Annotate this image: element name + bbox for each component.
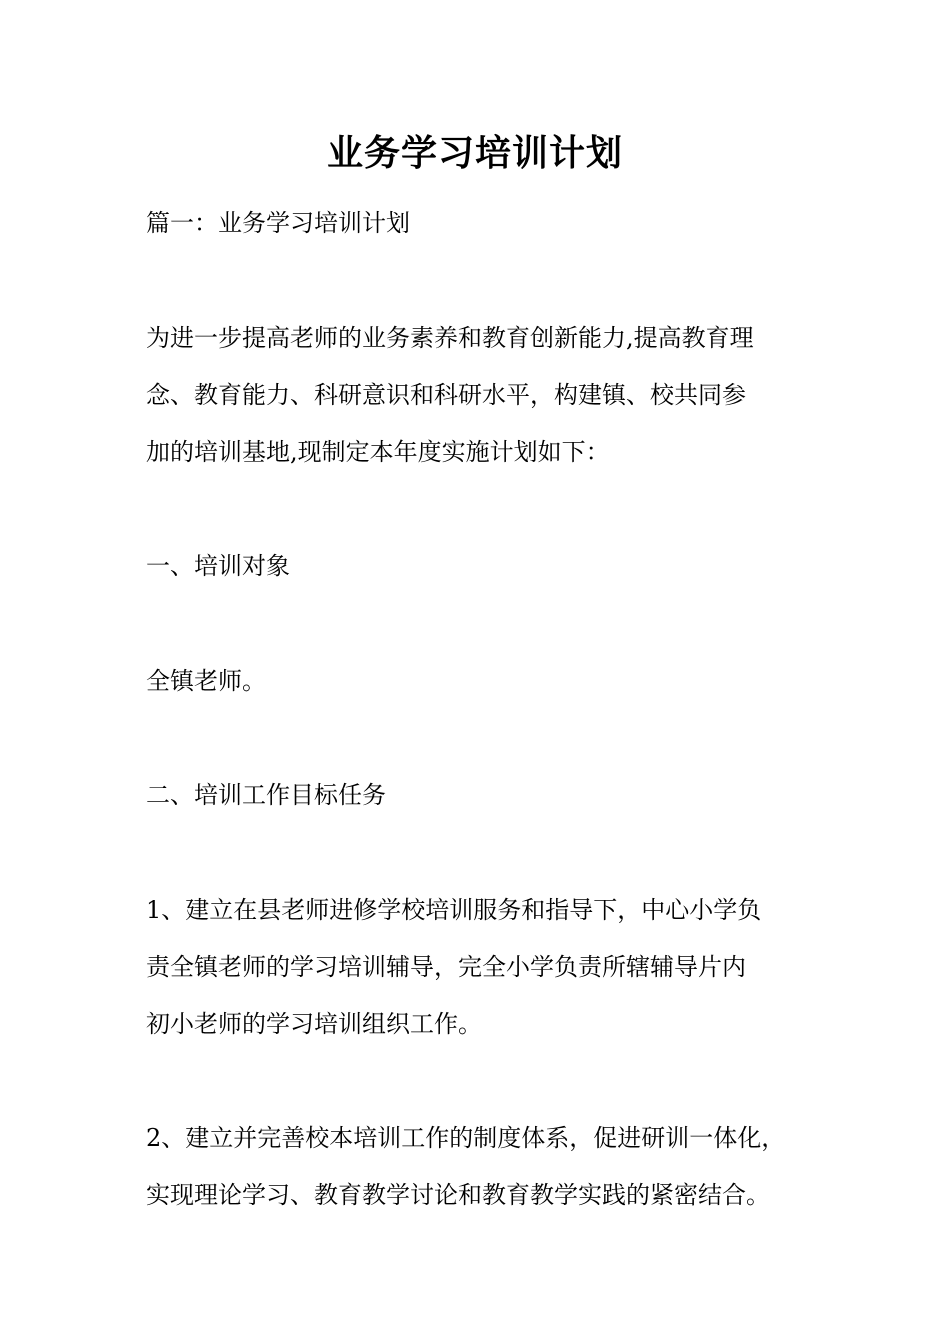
intro-line-3: 加的培训基地,现制定本年度实施计划如下： bbox=[146, 438, 610, 466]
item2-line-1: 2、建立并完善校本培训工作的制度体系，促进研训一体化， bbox=[146, 1124, 786, 1152]
intro-line-1: 为进一步提高老师的业务素养和教育创新能力,提高教育理 bbox=[146, 324, 754, 352]
section1-body-text: 全镇老师。 bbox=[146, 667, 266, 695]
section1-heading-text: 一、培训对象 bbox=[146, 552, 290, 580]
document-title: 业务学习培训计划 bbox=[326, 132, 623, 174]
document-subtitle: 篇一：业务学习培训计划 bbox=[146, 209, 410, 237]
section1-body bbox=[146, 653, 826, 710]
intro-line-2: 念、教育能力、科研意识和科研水平，构建镇、校共同参 bbox=[146, 381, 746, 409]
item1-line-1: 1、建立在县老师进修学校培训服务和指导下，中心小学负 bbox=[146, 896, 762, 924]
section2-heading-text: 二、培训工作目标任务 bbox=[146, 781, 386, 809]
section2-item2-paragraph bbox=[146, 1110, 826, 1224]
intro-paragraph bbox=[146, 310, 826, 481]
section2-heading bbox=[146, 767, 826, 824]
section1-heading bbox=[146, 538, 826, 595]
section2-item1-paragraph bbox=[146, 882, 826, 1053]
item1-line-3: 初小老师的学习培训组织工作。 bbox=[146, 1010, 482, 1038]
item1-line-2: 责全镇老师的学习培训辅导，完全小学负责所辖辅导片内 bbox=[146, 953, 746, 981]
item2-line-2: 实现理论学习、教育教学讨论和教育教学实践的紧密结合。 bbox=[146, 1181, 770, 1209]
